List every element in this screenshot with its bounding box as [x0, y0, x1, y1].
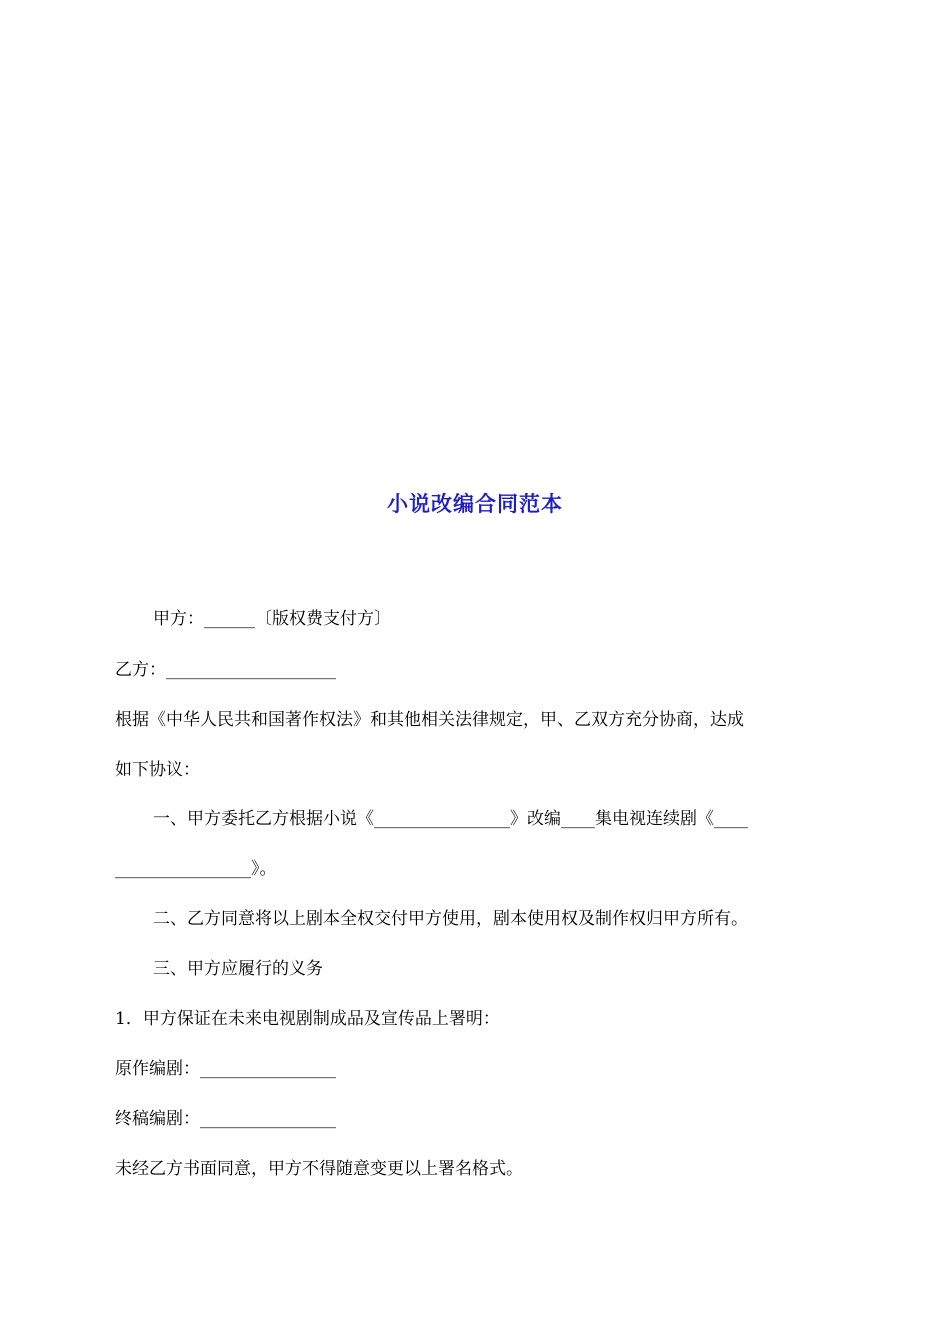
clause-1-line-2: ________________》。: [115, 859, 277, 879]
no-change-clause: 未经乙方书面同意，甲方不得随意变更以上署名格式。: [115, 1159, 523, 1179]
clause-1-line-1: 一、甲方委托乙方根据小说《________________》改编____集电视连续剧《____: [153, 809, 748, 829]
clause-2: 二、乙方同意将以上剧本全权交付甲方使用，剧本使用权及制作权归甲方所有。: [153, 909, 748, 929]
party-b-line: 乙方：____________________: [115, 660, 336, 680]
final-writer-line: 终稿编剧：________________: [115, 1109, 336, 1129]
clause-3-heading: 三、甲方应履行的义务: [153, 959, 323, 979]
preamble-line-2: 如下协议：: [115, 760, 200, 780]
item-1: 1．甲方保证在未来电视剧制成品及宣传品上署明：: [115, 1009, 500, 1029]
original-writer-line: 原作编剧：________________: [115, 1059, 336, 1079]
document-title: 小说改编合同范本: [387, 491, 563, 516]
preamble-line-1: 根据《中华人民共和国著作权法》和其他相关法律规定，甲、乙双方充分协商，达成: [115, 710, 744, 730]
party-a-line: 甲方：______〔版权费支付方〕: [153, 609, 391, 629]
